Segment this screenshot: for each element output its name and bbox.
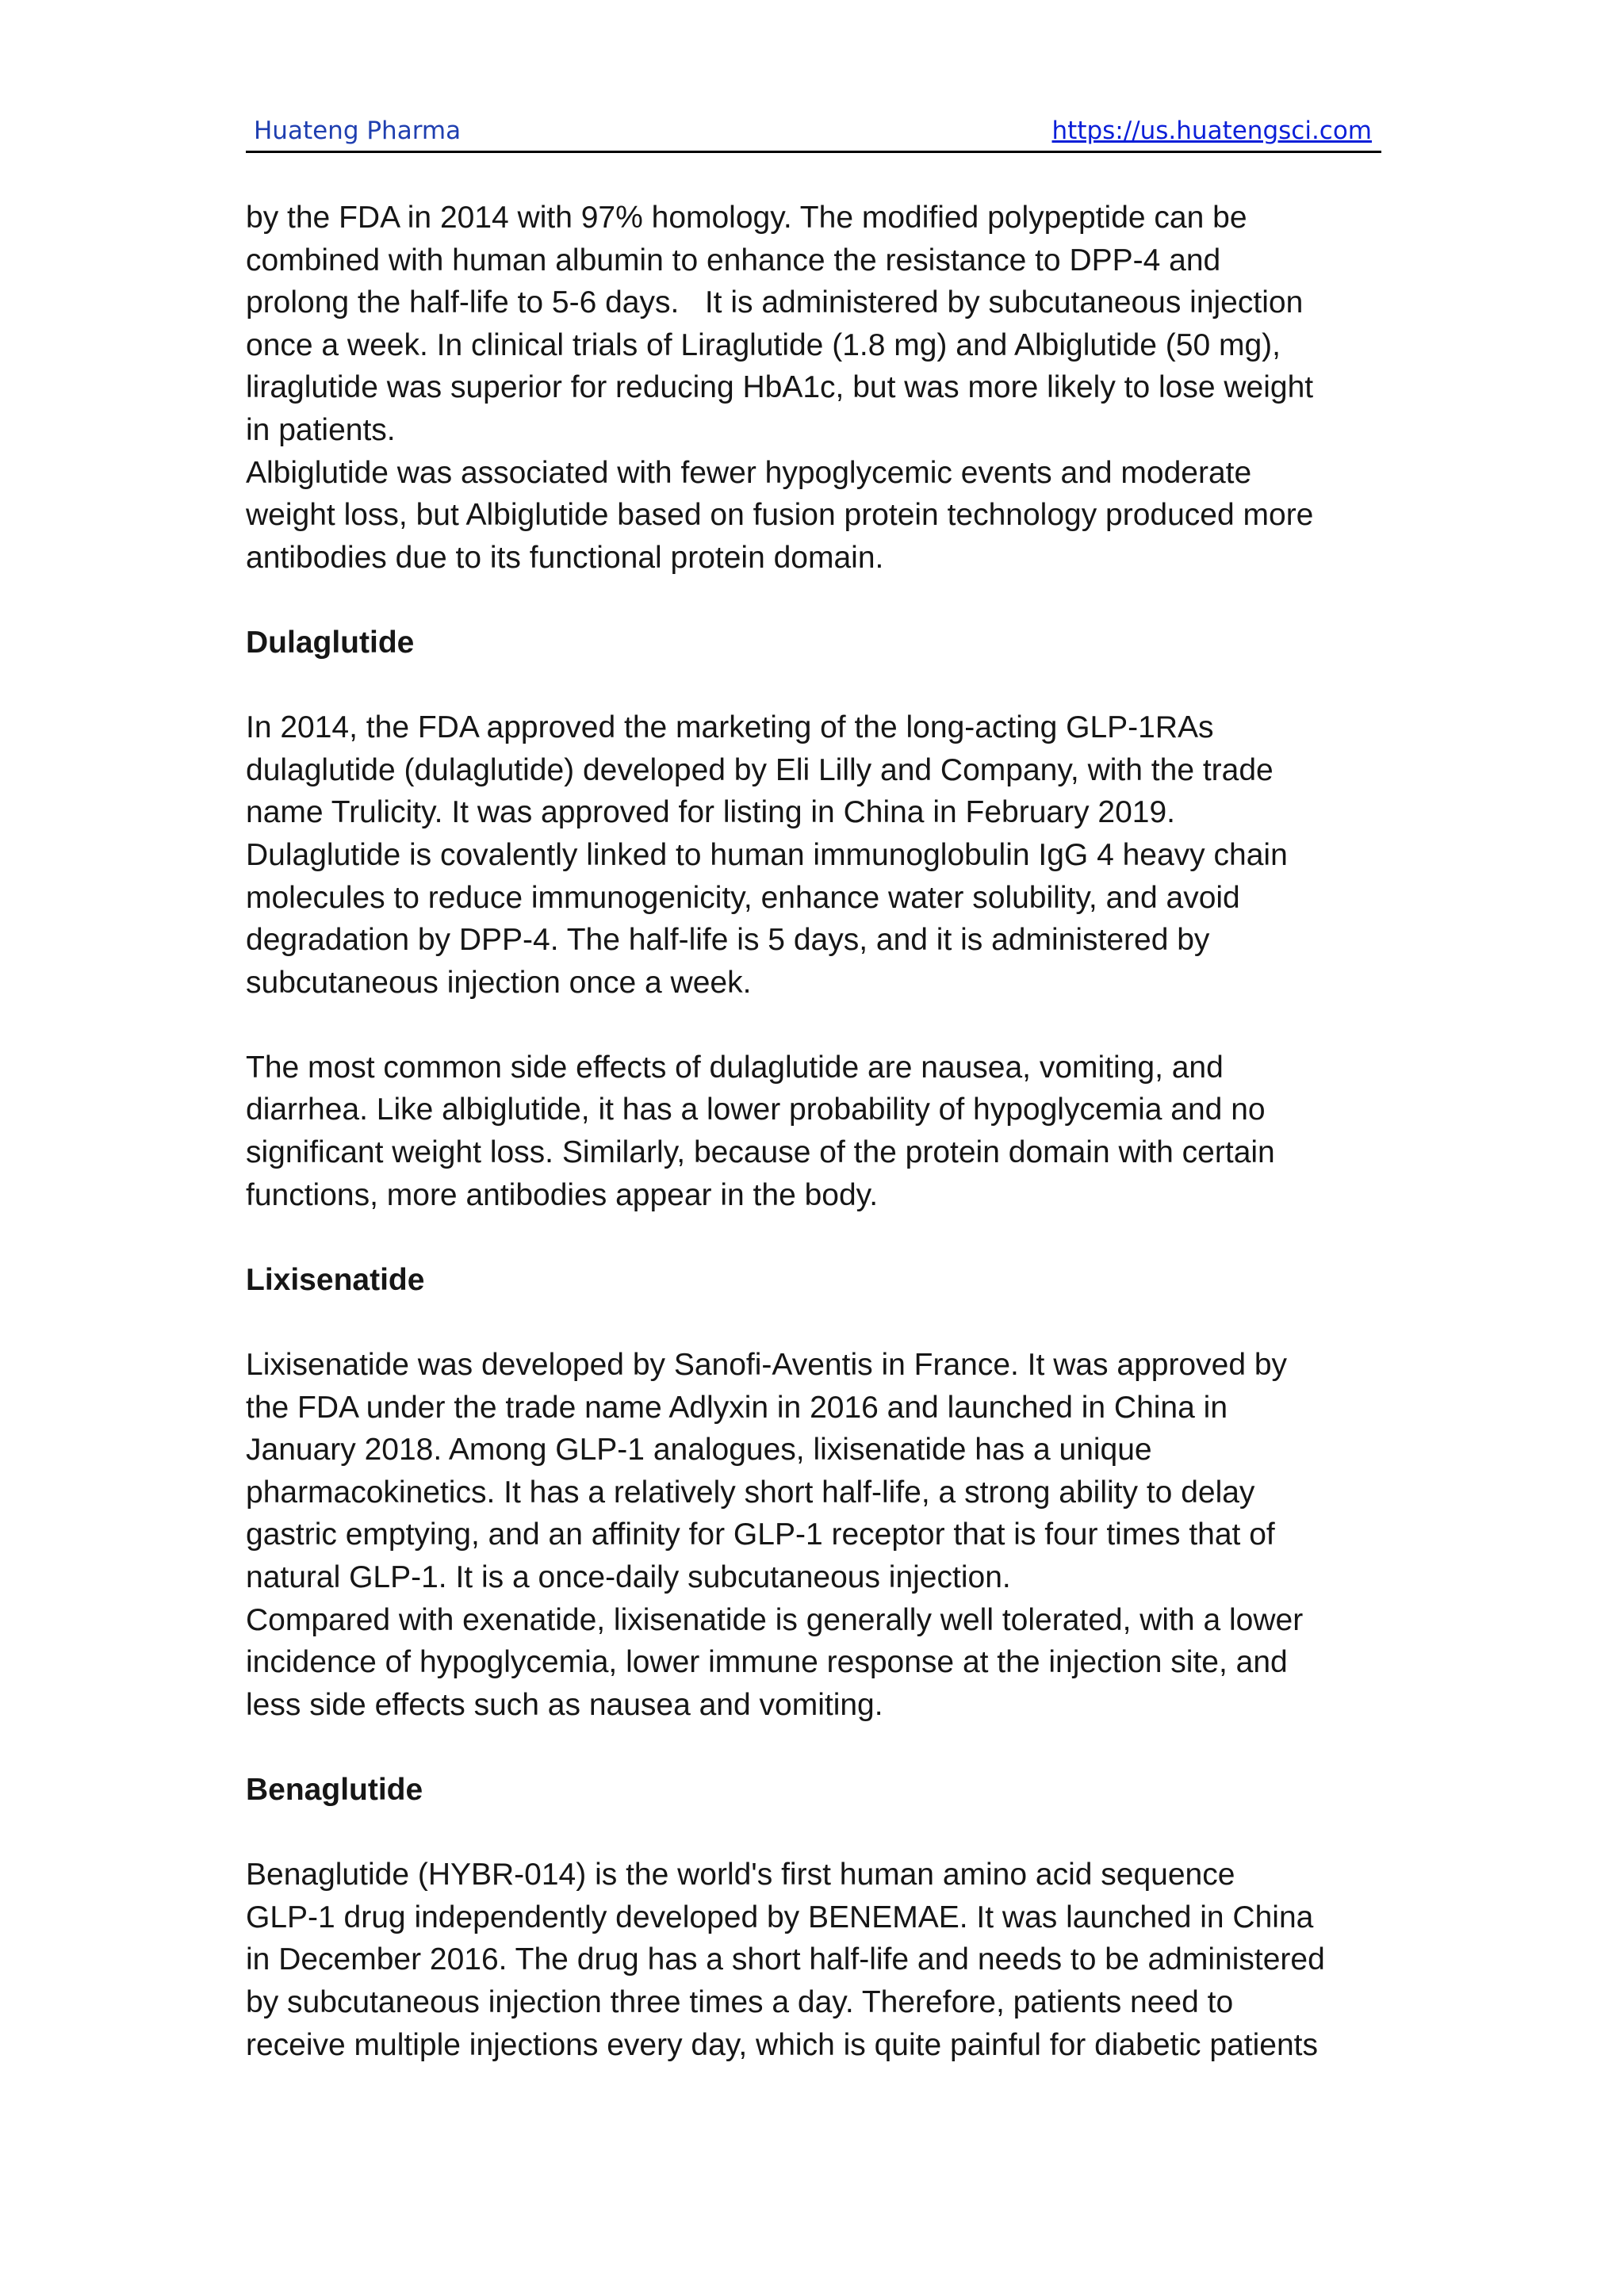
intro-paragraph-1: by the FDA in 2014 with 97% homology. The modified polypeptide can be combined with human albumin to enhance the resistance to DPP-4 and prolong the half-life to 5-6 days. It is administered by subcutaneous injection once a week. In clinical trials of Liraglutide (1.8 mg) and Albiglutide (50 mg), liraglutide was superior for reducing HbA1c, but was more likely to lose weight in patients. (246, 201, 1314, 447)
section-heading-dulaglutide: Dulaglutide (246, 625, 415, 660)
brand-name: Huateng Pharma (254, 117, 462, 145)
section-heading-benaglutide: Benaglutide (246, 1772, 423, 1807)
lixisenatide-paragraph-2: Compared with exenatide, lixisenatide is generally well tolerated, with a lower incidence of hypoglycemia, lower immune response at the injection site, and less side effects such as nausea and vomiting. (246, 1602, 1304, 1722)
intro-paragraph-2: Albiglutide was associated with fewer hypoglycemic events and moderate weight loss, but Albiglutide based on fusion protein technology produced more antibodies due to its functional protein domain. (246, 455, 1314, 575)
website-link[interactable]: https://us.huatengsci.com (1051, 117, 1372, 145)
dulaglutide-paragraph-1: In 2014, the FDA approved the marketing of the long-acting GLP-1RAs dulaglutide (dulaglutide) developed by Eli Lilly and Company, with the trade name Trulicity. It was approved for listing in China in February 2019. Dulaglutide is covalently linked to human immunoglobulin IgG 4 heavy chain molecules to reduce immunogenicity, enhance water solubility, and avoid degradation by DPP-4. The half-life is 5 days, and it is administered by subcutaneous injection once a week. (246, 710, 1288, 1000)
page-header (246, 113, 1381, 153)
lixisenatide-paragraph-1: Lixisenatide was developed by Sanofi-Aventis in France. It was approved by the FDA under the trade name Adlyxin in 2016 and launched in China in January 2018. Among GLP-1 analogues, lixisenatide has a unique pharmacokinetics. It has a relatively short half-life, a strong ability to delay gastric emptying, and an affinity for GLP-1 receptor that is four times that of natural GLP-1. It is a once-daily subcutaneous injection. (246, 1348, 1288, 1594)
benaglutide-paragraph-1: Benaglutide (HYBR-014) is the world's first human amino acid sequence GLP-1 drug independently developed by BENEMAE. It was launched in China in December 2016. The drug has a short half-life and needs to be administered by subcutaneous injection three times a day. Therefore, patients need to receive multiple injections every day, which is quite painful for diabetic patients (246, 1858, 1325, 2062)
document-body (246, 197, 1396, 2066)
dulaglutide-paragraph-2: The most common side effects of dulaglutide are nausea, vomiting, and diarrhea. Like albiglutide, it has a lower probability of hypoglycemia and no significant weight loss. Similarly, because of the protein domain with certain functions, more antibodies appear in the body. (246, 1050, 1275, 1212)
section-heading-lixisenatide: Lixisenatide (246, 1262, 425, 1297)
